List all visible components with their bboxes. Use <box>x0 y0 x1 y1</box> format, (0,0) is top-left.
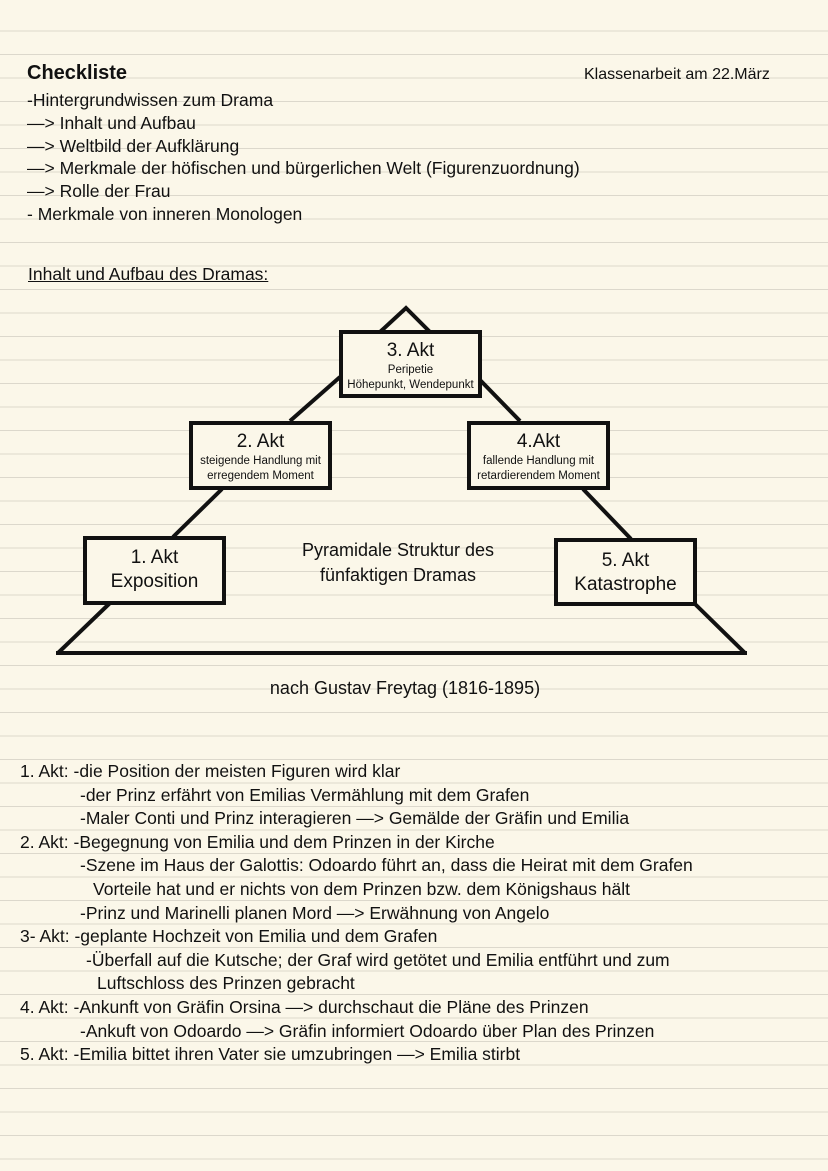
act-line: 1. Akt: -die Position der meisten Figuren wird klar <box>20 761 401 781</box>
pyramid-edge <box>290 377 340 421</box>
act-line: 2. Akt: -Begegnung von Emilia und dem Prinzen in der Kirche <box>20 832 495 852</box>
akt4-title: 4.Akt <box>516 431 561 452</box>
akt2-box <box>189 421 332 490</box>
diagram-caption: nach Gustav Freytag (1816-1895) <box>269 678 541 698</box>
pyramid-edge <box>173 489 222 537</box>
checklist-item: - Merkmale von inneren Monologen <box>27 204 303 224</box>
exam-date: Klassenarbeit am 22.März <box>584 66 770 83</box>
akt3-box <box>339 330 482 398</box>
akt2-title: 2. Akt <box>236 431 285 452</box>
akt4-text: fallende Handlung mit <box>482 455 595 467</box>
akt5-box <box>554 538 697 606</box>
checklist-item: —> Rolle der Frau <box>27 181 171 201</box>
act-line: -Szene im Haus der Galottis: Odoardo führt an, dass die Heirat mit dem Grafen <box>80 855 693 875</box>
akt5-text: Katastrophe <box>574 574 677 595</box>
act-line: Vorteile hat und er nichts von dem Prinzen bzw. dem Königshaus hält <box>93 879 630 899</box>
page-title: Checkliste <box>27 62 128 84</box>
act-line: -Prinz und Marinelli planen Mord —> Erwähnung von Angelo <box>80 903 550 923</box>
akt3-text: Höhepunkt, Wendepunkt <box>347 379 474 391</box>
akt2-text: erregendem Moment <box>207 470 314 482</box>
act-line: 4. Akt: -Ankunft von Gräfin Orsina —> durchschaut die Pläne des Prinzen <box>20 997 589 1017</box>
akt4-text: retardierendem Moment <box>477 470 600 482</box>
pyramid-edge <box>695 604 745 653</box>
akt2-text: steigende Handlung mit <box>200 455 321 467</box>
pyramid-edge <box>58 603 110 653</box>
checklist-item: -Hintergrundwissen zum Drama <box>27 90 274 110</box>
act-line: Luftschloss des Prinzen gebracht <box>97 973 355 993</box>
checklist-item: —> Weltbild der Aufklärung <box>27 136 240 156</box>
act-line: 3- Akt: -geplante Hochzeit von Emilia und dem Grafen <box>20 926 438 946</box>
checklist-item: —> Merkmale der höfischen und bürgerlichen Welt (Figurenzuordnung) <box>27 158 580 178</box>
akt4-box <box>467 421 610 490</box>
act-line: 5. Akt: -Emilia bittet ihren Vater sie umzubringen —> Emilia stirbt <box>20 1044 521 1064</box>
checklist-item: —> Inhalt und Aufbau <box>27 113 196 133</box>
diagram-center-text: fünfaktigen Dramas <box>319 565 477 585</box>
akt1-title: 1. Akt <box>130 547 179 568</box>
pyramid-edge <box>583 489 631 539</box>
act-line: -Ankuft von Odoardo —> Gräfin informiert Odoardo über Plan des Prinzen <box>80 1021 655 1041</box>
section-heading: Inhalt und Aufbau des Dramas: <box>28 264 269 284</box>
akt3-title: 3. Akt <box>386 340 435 361</box>
akt1-text: Exposition <box>110 571 199 592</box>
pyramid-edge <box>480 380 520 421</box>
akt3-text: Peripetie <box>387 364 434 376</box>
akt5-title: 5. Akt <box>601 550 650 571</box>
act-line: -der Prinz erfährt von Emilias Vermählung mit dem Grafen <box>80 785 530 805</box>
act-line: -Maler Conti und Prinz interagieren —> Gemälde der Gräfin und Emilia <box>80 808 630 828</box>
diagram-center-text: Pyramidale Struktur des <box>301 540 495 560</box>
pyramid-outline <box>380 308 430 332</box>
act-line: -Überfall auf die Kutsche; der Graf wird getötet und Emilia entführt und zum <box>86 950 670 970</box>
akt1-box <box>83 536 226 605</box>
